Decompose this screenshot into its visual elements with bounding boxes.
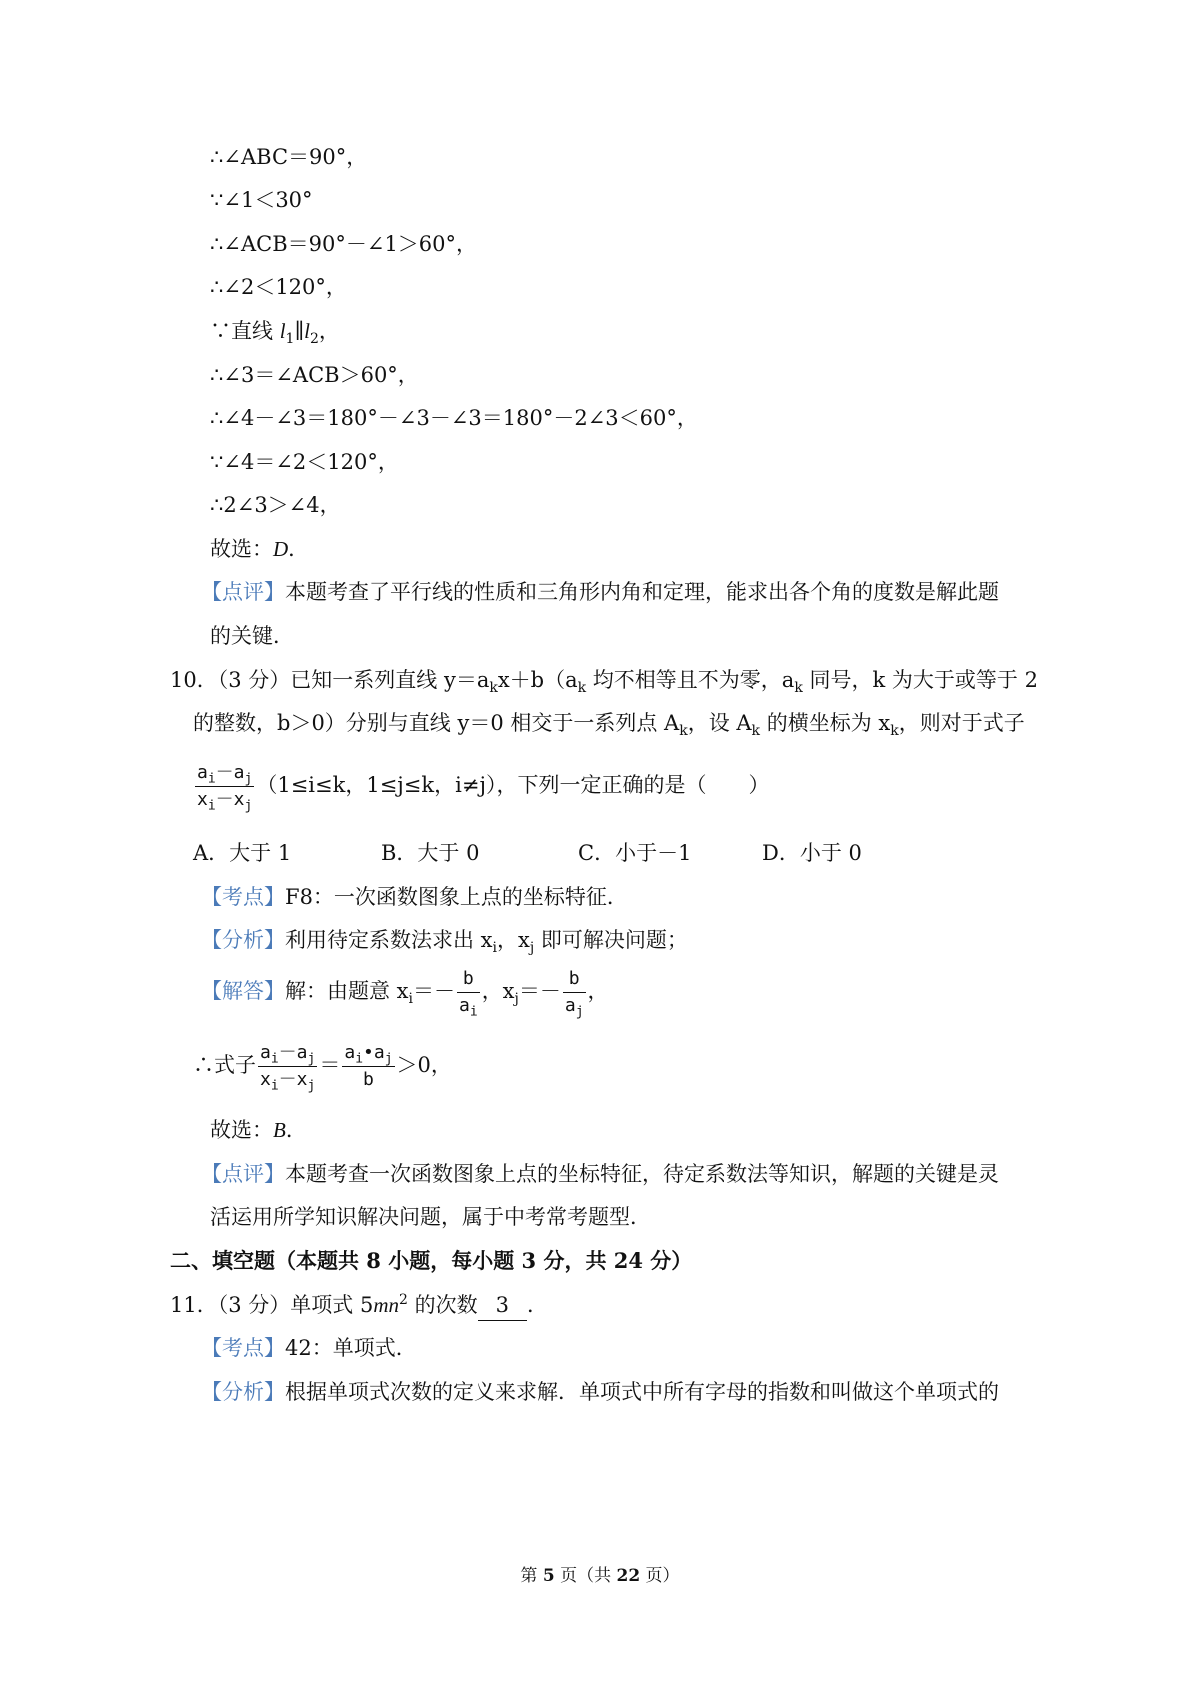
review-tag: 【点评】: [201, 580, 285, 604]
q10-stem-line-3: $\frac{a_i-a_j}{x_i-x_j}$ （1≤i≤k，1≤j≤k，i≠j），下列一定正确的是（ ）: [197, 762, 770, 814]
q10-review: 【点评】本题考查一次函数图象上点的坐标特征，待定系数法等知识，解题的关键是灵: [201, 1162, 999, 1186]
fraction-expression-2: $\frac{a_i-a_j}{x_i-x_j}$: [260, 1042, 316, 1094]
option-d: D．小于 0: [762, 841, 862, 865]
q10-answer: 故选：B．: [210, 1118, 307, 1142]
proof-line-4: ∴∠2＜120°，: [210, 275, 347, 299]
section-heading: 二、填空题（本题共 8 小题，每小题 3 分，共 24 分）: [170, 1248, 693, 1273]
proof-line-3: ∴∠ACB＝90°－∠1＞60°，: [210, 232, 478, 256]
q10-fenxi: 【分析】利用待定系数法求出 $x_i$，$x_j$ 即可解决问题；: [201, 928, 688, 957]
fraction-xj: $\frac{b}{a_j}$: [564, 968, 584, 1020]
fraction-xi: $\frac{b}{a_i}$: [459, 968, 478, 1020]
answer-blank: 3: [478, 1290, 527, 1321]
q10-jieda: 【解答】解：由题意 $x_i=-$ $\frac{b}{a_i}$ ，$x_j=-$ $\frac{b}{a_j}$ ，: [201, 968, 609, 1020]
q11-fenxi: 【分析】根据单项式次数的定义来求解．单项式中所有字母的指数和叫做这个单项式的: [201, 1380, 999, 1404]
page-footer: 第 5 页（共 22 页）: [520, 1566, 680, 1586]
proof-line-1: ∴∠ABC＝90°，: [210, 145, 368, 169]
fraction-result: $\frac{a_i•a_j}{b}$: [344, 1042, 393, 1090]
fraction-expression: $\frac{a_i-a_j}{x_i-x_j}$: [197, 762, 253, 814]
proof-line-2: ∵∠1＜30°: [210, 188, 313, 212]
q10-shizi: ∴式子 $\frac{a_i-a_j}{x_i-x_j}$ ＝ $\frac{a_i•a_j}{b}$ ＞0，: [193, 1042, 452, 1094]
q10-kaodian: 【考点】F8：一次函数图象上点的坐标特征．: [201, 885, 628, 909]
q10-review-cont: 活运用所学知识解决问题，属于中考常考题型．: [210, 1205, 651, 1229]
q11-stem: 11．（3 分）单项式 $5mn^2$ 的次数 3 ．: [170, 1290, 548, 1321]
option-a: A．大于 1: [193, 841, 292, 865]
proof-line-5: ∵直线 $l_1\parallel l_2$，: [210, 319, 340, 348]
proof-line-9: ∴2∠3＞∠4，: [210, 493, 341, 517]
q10-stem-line-1: 10．（3 分）已知一系列直线 $y=a_kx+b(a_k$ 均不相等且不为零，$a_k$ 同号，k 为大于或等于 2: [170, 668, 1038, 697]
proof-line-6: ∴∠3＝∠ACB＞60°，: [210, 363, 419, 387]
option-c: C．小于－1: [578, 841, 692, 865]
option-b: B．大于 0: [381, 841, 480, 865]
q10-stem-line-2: 的整数，b＞0）分别与直线 y＝0 相交于一系列点 $A_k$，设 $A_k$ 的横坐标为 $x_k$，则对于式子: [193, 711, 1025, 740]
proof-answer: 故选：D．: [210, 537, 310, 561]
proof-line-8: ∵∠4＝∠2＜120°，: [210, 450, 399, 474]
proof-line-7: ∴∠4－∠3＝180°－∠3－∠3＝180°－2∠3＜60°，: [210, 406, 698, 430]
q11-kaodian: 【考点】42：单项式．: [201, 1336, 417, 1360]
q9-review: 【点评】本题考查了平行线的性质和三角形内角和定理，能求出各个角的度数是解此题: [201, 580, 999, 604]
q9-review-cont: 的关键．: [210, 624, 294, 648]
